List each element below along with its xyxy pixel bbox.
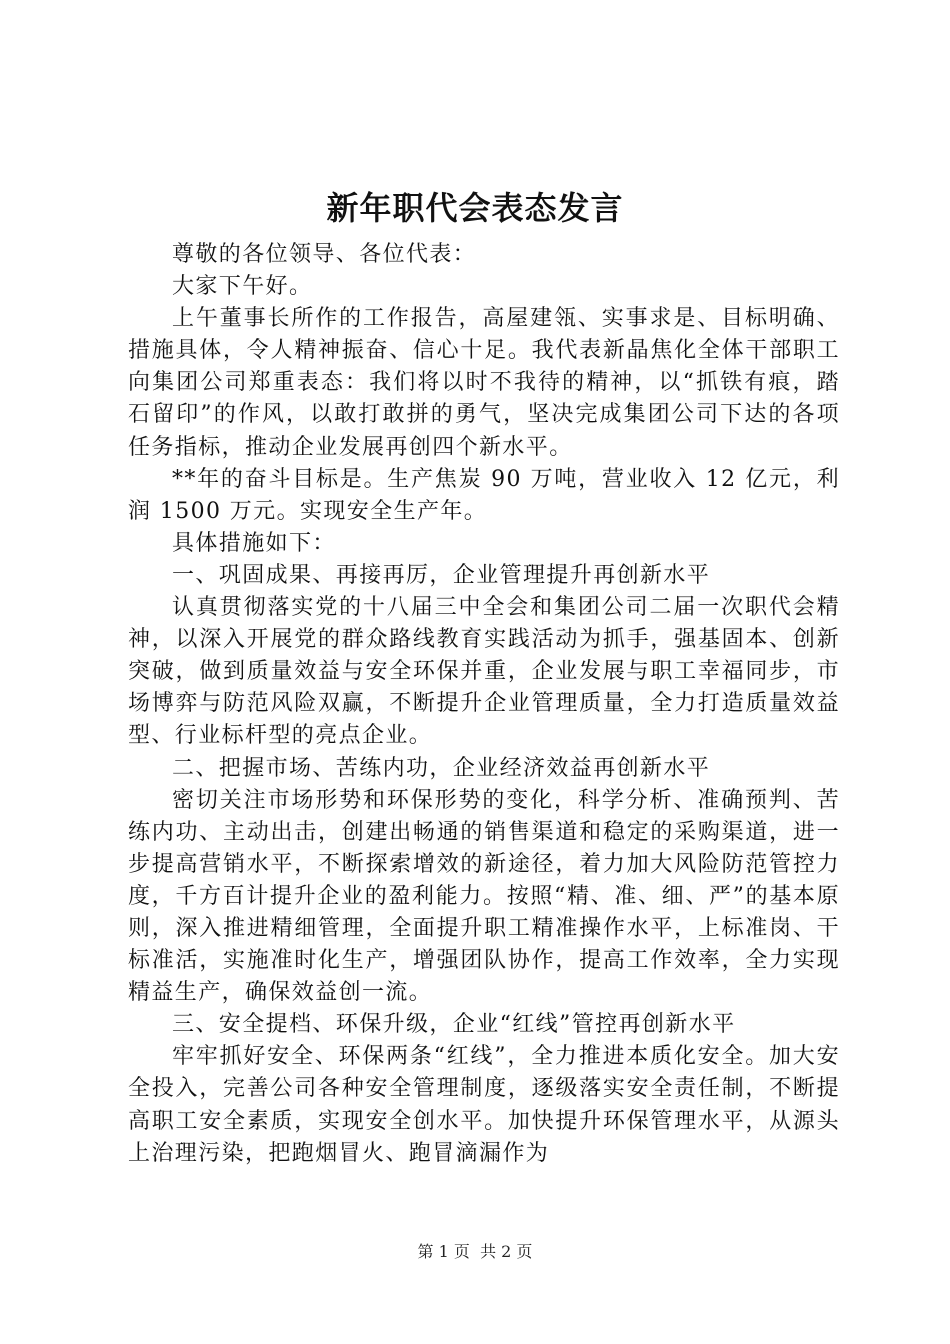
page-number: 第 1 页 共 2 页 — [417, 1242, 533, 1261]
page-footer — [0, 1240, 950, 1264]
document-title: 新年职代会表态发言 — [326, 189, 624, 227]
paragraph-salutation: 尊敬的各位领导、各位代表： — [172, 242, 477, 267]
section-body-2: 密切关注市场形势和环保形势的变化，科学分析、准确预判、苦练内功、主动出击，创建出畅通的销售渠道和稳定的采购渠道，进一步提高营销水平，不断探索增效的新途径，着力加大风险防范管控力度，千方百计提升企业的盈利能力。按照“精、准、细、严”的基本原则，深入推进精细管理，全面提升职工精准操作水平，上标准岗、干标准活，实施准时化生产，增强团队协作，提高工作效率，全力实现精益生产，确保效益创一流。 — [128, 787, 840, 1006]
section-heading-3: 三、安全提档、环保升级，企业“红线”管控再创新水平 — [172, 1012, 736, 1038]
section-body-1: 认真贯彻落实党的十八届三中全会和集团公司二届一次职代会精神，以深入开展党的群众路线教育实践活动为抓手，强基固本、创新突破，做到质量效益与安全环保并重，企业发展与职工幸福同步，市场博弈与防范风险双赢，不断提升企业管理质量，全力打造质量效益型、行业标杆型的亮点企业。 — [128, 595, 840, 749]
paragraph-measures-heading: 具体措施如下： — [172, 530, 336, 556]
paragraph-goals: **年的奋斗目标是。生产焦炭 90 万吨，营业收入 12 亿元，利润 1500 万元。实现安全生产年。 — [128, 466, 840, 524]
paragraph-greeting: 大家下午好。 — [172, 274, 313, 300]
section-heading-2: 二、把握市场、苦练内功，企业经济效益再创新水平 — [172, 755, 711, 781]
paragraph-intro: 上午董事长所作的工作报告，高屋建瓴、实事求是、目标明确、措施具体，令人精神振奋、信心十足。我代表新晶焦化全体干部职工向集团公司郑重表态：我们将以时不我待的精神，以“抓铁有痕，踏石留印”的作风，以敢打敢拼的勇气，坚决完成集团公司下达的各项任务指标，推动企业发展再创四个新水平。 — [128, 306, 840, 460]
section-heading-1: 一、巩固成果、再接再厉，企业管理提升再创新水平 — [172, 562, 711, 588]
section-body-3: 牢牢抓好安全、环保两条“红线”，全力推进本质化安全。加大安全投入，完善公司各种安全管理制度，逐级落实安全责任制，不断提高职工安全素质，实现安全创水平。加快提升环保管理水平，从源头上治理污染，把跑烟冒火、跑冒滴漏作为 — [128, 1044, 840, 1166]
document-body — [128, 239, 840, 1170]
